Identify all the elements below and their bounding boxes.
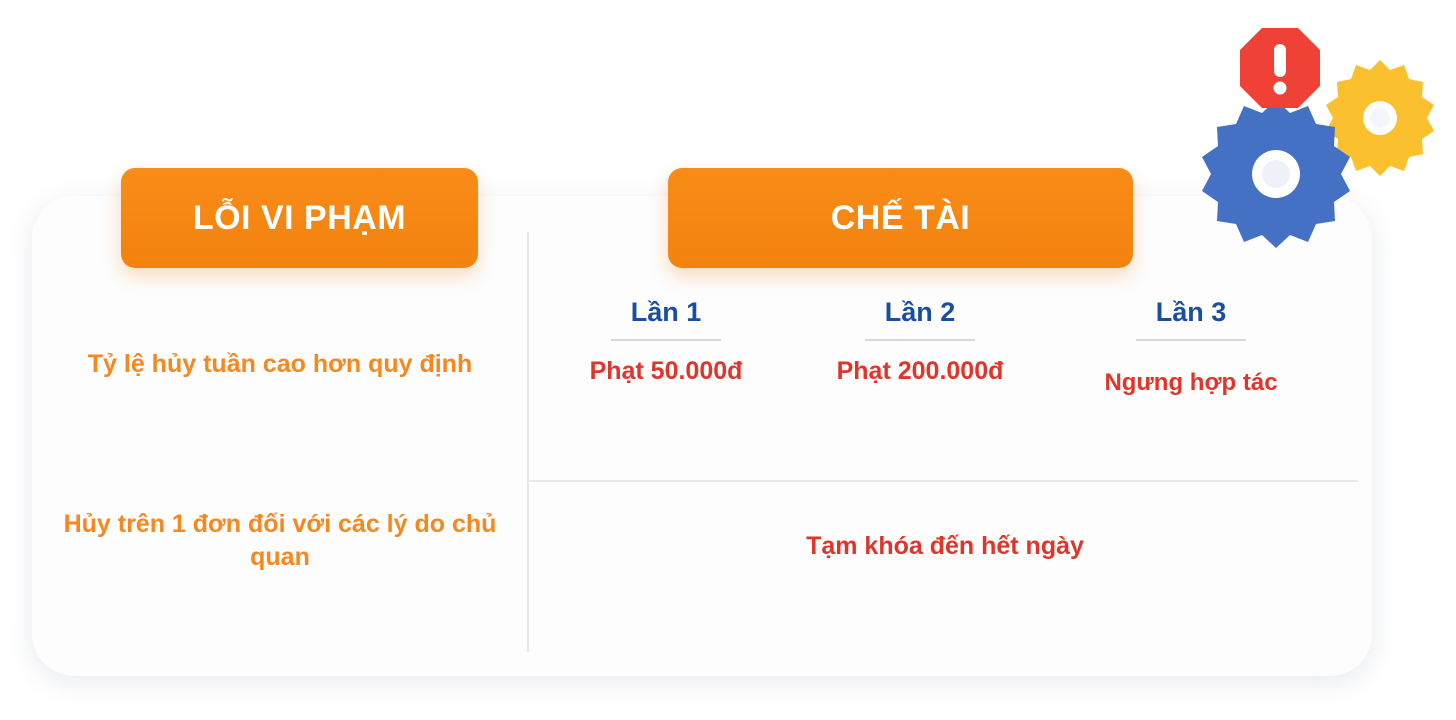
sanction-step-1-title: Lần 1: [630, 297, 702, 327]
sanction-step-2: [812, 296, 1028, 389]
sanction-step-1-rule: [611, 339, 721, 341]
sanction-column-header: CHẾ TÀI: [668, 168, 1133, 268]
sanction-step-3-rule: [1136, 339, 1246, 341]
row-divider: [528, 480, 1358, 482]
sanction-step-2-title: Lần 2: [884, 297, 956, 327]
sanction-step-3-text: Ngưng hợp tác: [1104, 369, 1278, 397]
sanction-step-2-rule: [865, 339, 975, 341]
violation-item-1: Tỷ lệ hủy tuần cao hơn quy định: [87, 350, 473, 378]
sanction-step-2-text: Phạt 200.000đ: [836, 357, 1004, 386]
sanction-step-1-text: Phạt 50.000đ: [589, 357, 743, 386]
violation-column-header: LỖI VI PHẠM: [121, 168, 478, 268]
violation-item-2: Hủy trên 1 đơn đối với các lý do chủ quan: [63, 510, 497, 571]
sanction-step-1: [558, 296, 774, 389]
sanction-step-3: [1080, 296, 1302, 400]
column-divider: [527, 232, 529, 652]
sanction-step-3-title: Lần 3: [1155, 297, 1227, 327]
gear-yellow-icon: [1326, 60, 1434, 176]
policy-table-card: [32, 196, 1372, 676]
alert-octagon-icon: [1240, 28, 1320, 108]
sanction-merged-note: Tạm khóa đến hết ngày: [806, 532, 1084, 560]
